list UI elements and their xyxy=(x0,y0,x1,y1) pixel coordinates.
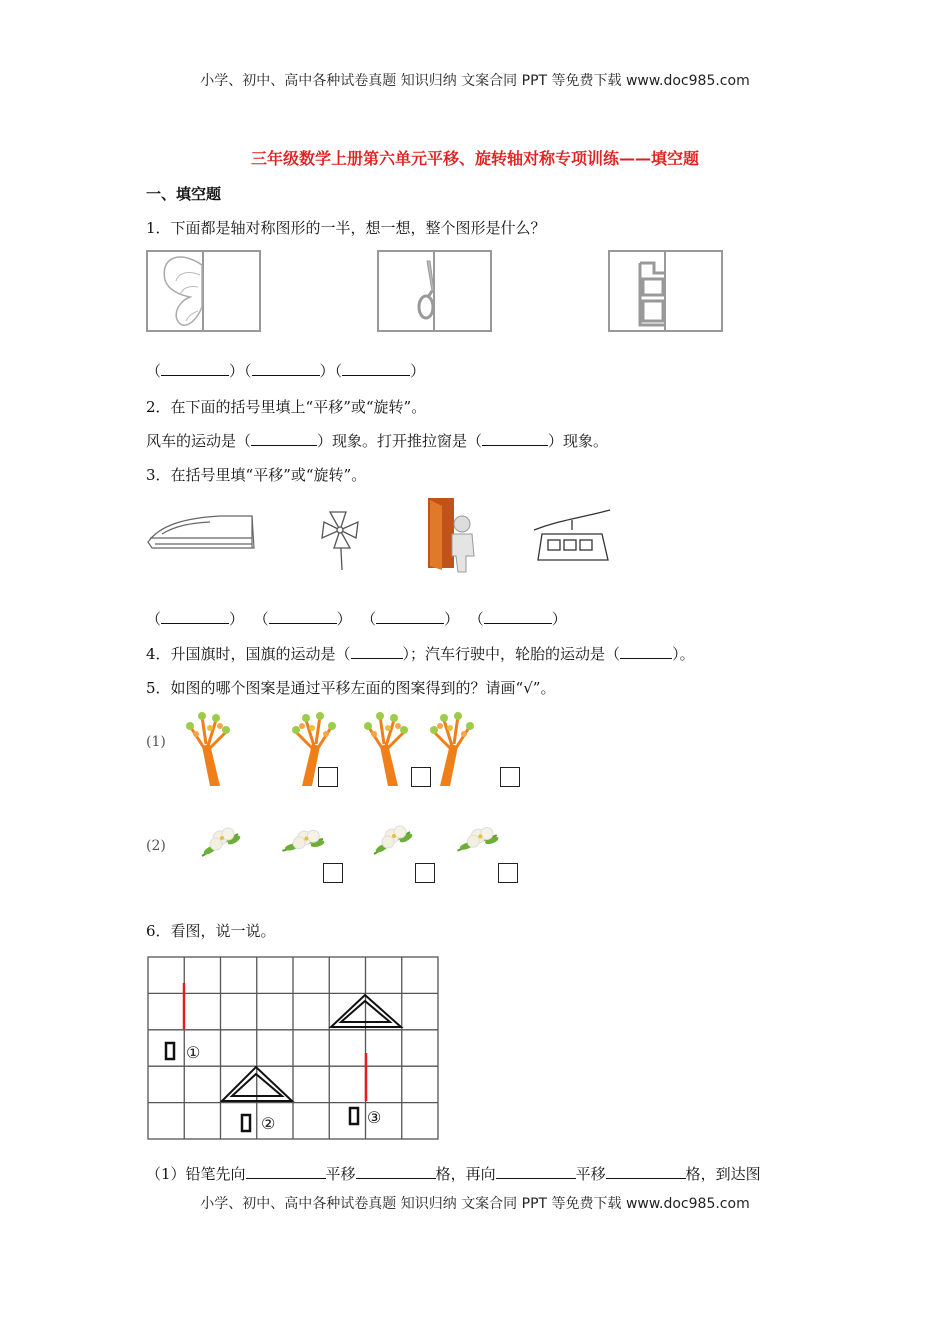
q5-checkbox-2-b[interactable] xyxy=(415,863,435,883)
q1-answer-blank-1[interactable] xyxy=(161,361,229,376)
q3-blank-2[interactable] xyxy=(269,609,337,624)
tree-option-3 xyxy=(430,712,474,786)
cable-car-figure xyxy=(534,510,610,560)
q2-text: 2．在下面的括号里填上“平移”或“旋转”。 xyxy=(146,398,427,416)
q6-blank-1[interactable] xyxy=(246,1164,326,1179)
q3-blank-1[interactable] xyxy=(161,609,229,624)
train-figure xyxy=(148,516,254,548)
q4-blank-2[interactable] xyxy=(620,644,672,659)
q6-text: 6．看图，说一说。 xyxy=(146,922,276,940)
q5-checkbox-1-b[interactable] xyxy=(411,767,431,787)
q6-blank-2[interactable] xyxy=(356,1164,436,1179)
door-figure xyxy=(428,498,474,572)
q3-text: 3．在括号里填“平移”或“旋转”。 xyxy=(146,466,367,484)
q3-answer-row: （ ） （ ） （ ） （ ） xyxy=(146,610,567,628)
q1-answer-row: （ ）（ ）（ ） xyxy=(146,362,426,380)
butterfly-half-figure xyxy=(147,251,260,331)
rect-shape-1 xyxy=(166,1043,174,1059)
q6-sub1-line: （1）铅笔先向 平移 格，再向 平移 格，到达图 xyxy=(146,1165,761,1183)
chair-half-figure xyxy=(609,251,722,331)
q5-checkbox-2-a[interactable] xyxy=(323,863,343,883)
q1-answer-blank-2[interactable] xyxy=(252,361,320,376)
tree-original xyxy=(186,712,230,786)
flower-option-1 xyxy=(282,824,327,861)
section-heading: 一、填空题 xyxy=(146,185,222,203)
q4-blank-1[interactable] xyxy=(351,644,403,659)
q3-blank-3[interactable] xyxy=(376,609,444,624)
grid-mark-2: ② xyxy=(261,1114,276,1133)
q2-fill-line: 风车的运动是（ ）现象。打开推拉窗是（ ）现象。 xyxy=(146,432,609,450)
pinwheel-figure xyxy=(322,512,358,570)
page-header: 小学、初中、高中各种试卷真题 知识归纳 文案合同 PPT 等免费下载 www.doc985.com xyxy=(200,73,750,89)
q1-answer-blank-3[interactable] xyxy=(342,361,410,376)
q1-text: 1．下面都是轴对称图形的一半，想一想，整个图形是什么？ xyxy=(146,219,546,237)
q4-fill-line: 4．升国旗时，国旗的运动是（ ）；汽车行驶中，轮胎的运动是（ ）。 xyxy=(146,645,695,663)
q5-label-1: (1) xyxy=(146,734,166,750)
scissors-half-figure xyxy=(378,251,491,331)
q3-figures xyxy=(140,490,620,580)
q5-checkbox-1-a[interactable] xyxy=(318,767,338,787)
q6-blank-4[interactable] xyxy=(606,1164,686,1179)
rect-shape-3 xyxy=(350,1108,358,1124)
flower-original xyxy=(202,828,242,856)
rect-shape-2 xyxy=(242,1115,250,1131)
q2-blank-2[interactable] xyxy=(482,431,548,446)
grid-mark-1: ① xyxy=(186,1043,201,1062)
grid-mark-3: ③ xyxy=(367,1108,382,1127)
q3-blank-4[interactable] xyxy=(484,609,552,624)
flower-option-3 xyxy=(457,823,501,858)
q6-blank-3[interactable] xyxy=(496,1164,576,1179)
q5-text: 5．如图的哪个图案是通过平移左面的图案得到的？请画“√”。 xyxy=(146,679,556,697)
q5-checkbox-2-c[interactable] xyxy=(498,863,518,883)
q5-label-2: (2) xyxy=(146,838,166,854)
q5-checkbox-1-c[interactable] xyxy=(500,767,520,787)
page-title: 三年级数学上册第六单元平移、旋转轴对称专项训练——填空题 xyxy=(250,149,699,168)
tree-option-2 xyxy=(364,712,408,786)
q1-figures xyxy=(140,245,740,335)
page-footer: 小学、初中、高中各种试卷真题 知识归纳 文案合同 PPT 等免费下载 www.doc985.com xyxy=(200,1196,750,1212)
q2-blank-1[interactable] xyxy=(251,431,317,446)
q5-figures xyxy=(170,700,540,890)
flower-option-2 xyxy=(374,826,414,854)
